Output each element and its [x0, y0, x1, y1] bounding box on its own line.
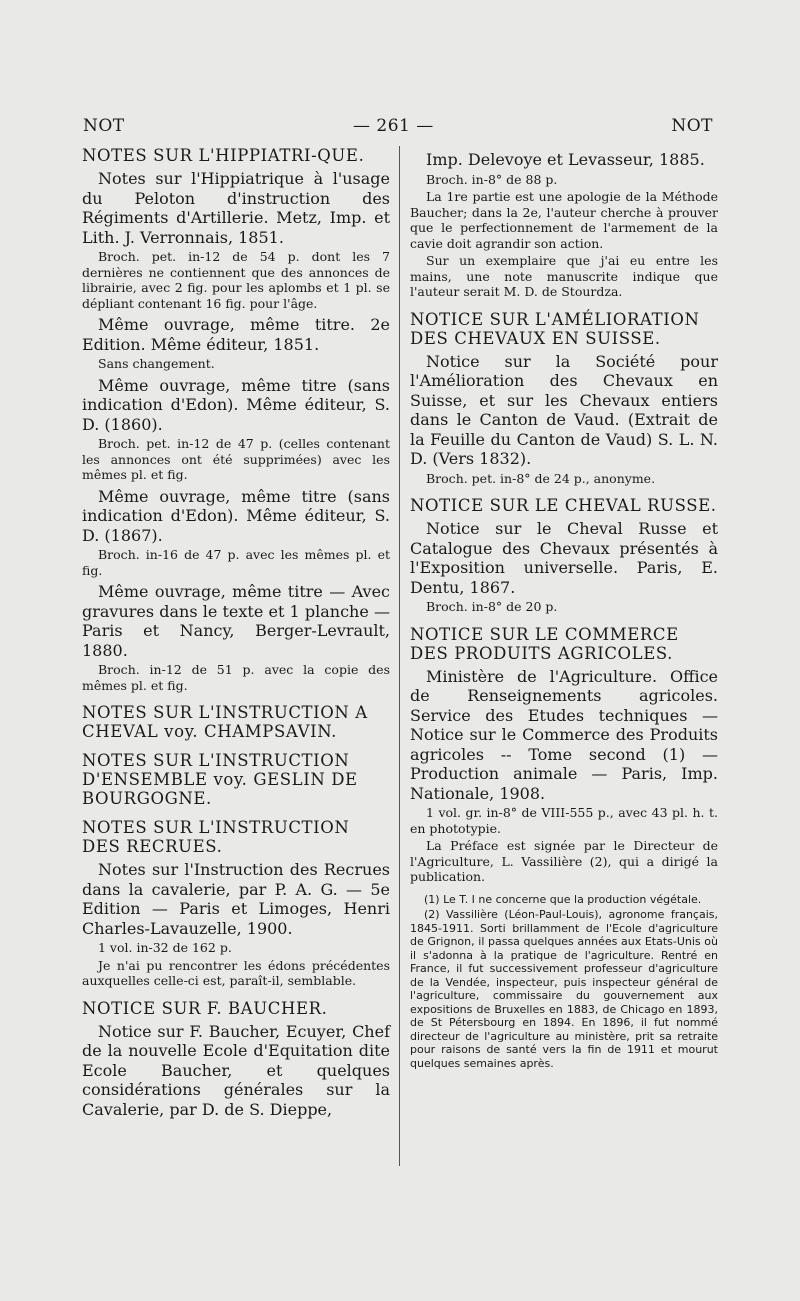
entry-text: Notice sur le Cheval Russe et Catalogue des Chevaux présentés à l'Exposition universelle. Paris, E. Dentu, 1867. — [410, 519, 718, 597]
left-column — [82, 146, 390, 1119]
entry-note: Sur un exemplaire que j'ai eu entre les mains, une note manuscrite indique que l'auteur serait M. D. de Stourdza. — [410, 253, 718, 299]
entry-text: Même ouvrage, même titre — Avec gravures dans le texte et 1 planche — Paris et Nancy, Berger-Levrault, 1880. — [82, 582, 390, 660]
entry-heading: NOTES SUR L'HIPPIATRI-QUE. — [82, 146, 365, 165]
header-right: NOT — [671, 116, 713, 136]
entry-note: Broch. in-16 de 47 p. avec les mêmes pl. et fig. — [82, 547, 390, 578]
entry-heading: NOTES SUR L'INSTRUCTION A CHEVAL voy. CHAMPSAVIN. — [82, 703, 368, 741]
entry-heading: NOTES SUR L'INSTRUCTION D'ENSEMBLE voy. GESLIN DE BOURGOGNE. — [82, 751, 358, 808]
entry-note: Sans changement. — [98, 356, 215, 371]
entry-heading: NOTES SUR L'INSTRUCTION DES RECRUES. — [82, 818, 350, 856]
entry-text: Notice sur la Société pour l'Amélioration des Chevaux en Suisse, et sur les Chevaux entiers dans le Canton de Vaud. (Extrait de la Feuille du Canton de Vaud) S. L. N. D. (Vers 1832). — [410, 351, 718, 468]
entry-note: Broch. in-8° de 20 p. — [426, 599, 558, 614]
entry-note: La 1re partie est une apologie de la Méthode Baucher; dans la 2e, l'auteur cherche à prouver que le perfectionnement de l'armement de la cavie doit agrandir son action. — [410, 189, 718, 251]
column-divider — [399, 146, 400, 1166]
entry-note: Broch. pet. in-12 de 47 p. (celles contenant les annonces ont été supprimées) avec les mêmes pl. et fig. — [82, 436, 390, 482]
entry-text: Même ouvrage, même titre. 2e Edition. Même éditeur, 1851. — [82, 315, 390, 354]
entry-note: La Préface est signée par le Directeur de l'Agriculture, L. Vassilière (2), qui a dirigé la publication. — [410, 838, 718, 884]
right-column — [410, 146, 718, 1070]
footnote: (2) Vassilière (Léon-Paul-Louis), agronome français, 1845-1911. Sorti brillamment de l'Ecole d'agriculture de Grignon, il passa quelques années aux Etats-Unis où il s'adonna à la pratique de l'agriculture. Rentré en France, il fut successivement professeur d'agriculture de la Vendée, inspecteur, puis inspecteur général de l'agriculture, commissaire du gouvernement aux expositions de Bruxelles en 1883, de Chicago en 1893, de St Pétersbourg en 1894. En 1896, il fut nommé directeur de l'agriculture au ministère, prit sa retraite pour raisons de santé vers la fin de 1911 et mourut quelques semaines après. — [410, 908, 718, 1070]
header-left: NOT — [83, 116, 125, 136]
entry-text: Notes sur l'Instruction des Recrues dans la cavalerie, par P. A. G. — 5e Edition — Paris et Limoges, Henri Charles-Lavauzelle, 1900. — [82, 860, 390, 938]
entry-note: 1 vol. gr. in-8° de VIII-555 p., avec 43 pl. h. t. en phototypie. — [410, 805, 718, 836]
entry-heading: NOTICE SUR F. BAUCHER. — [82, 998, 328, 1018]
entry-text: Ministère de l'Agriculture. Office de Renseignements agricoles. Service des Etudes techniques — Notice sur le Commerce des Produits agricoles -- Tome second (1) — Production animale — Paris, Imp. Nationale, 1908. — [410, 666, 718, 803]
entry-note: Je n'ai pu rencontrer les édons précédentes auxquelles celle-ci est, paraît-il, semblable. — [82, 957, 390, 988]
entry-heading: NOTICE SUR LE COMMERCE DES PRODUITS AGRICOLES. — [410, 624, 679, 663]
entry-note: Broch. in-8° de 88 p. — [426, 171, 558, 187]
footnote: (1) Le T. I ne concerne que la production végétale. — [424, 892, 702, 906]
entry-heading: NOTICE SUR LE CHEVAL RUSSE. — [410, 496, 717, 515]
entry-text: Même ouvrage, même titre (sans indication d'Edon). Même éditeur, S. D. (1860). — [82, 375, 390, 434]
entry-heading: NOTICE SUR L'AMÉLIORATION DES CHEVAUX EN SUISSE. — [410, 309, 700, 348]
entry-note: 1 vol. in-32 de 162 p. — [98, 940, 232, 955]
entry-note: Broch. pet. in-12 de 54 p. dont les 7 dernières ne contiennent que des annonces de librairie, avec 2 fig. pour les aplombs et 1 pl. se dépliant contenant 16 fig. pour l'âge. — [82, 249, 390, 311]
entry-note: Broch. in-12 de 51 p. avec la copie des mêmes pl. et fig. — [82, 662, 390, 693]
entry-text: Notice sur F. Baucher, Ecuyer, Chef de la nouvelle Ecole d'Equitation dite Ecole Baucher, et quelques considérations générales sur la Cavalerie, par D. de S. Dieppe, — [82, 1021, 390, 1119]
entry-text: Même ouvrage, même titre (sans indication d'Edon). Même éditeur, S. D. (1867). — [82, 486, 390, 545]
entry-text: Imp. Delevoye et Levasseur, 1885. — [426, 150, 705, 169]
entry-note: Broch. pet. in-8° de 24 p., anonyme. — [426, 470, 656, 486]
page-number: — 261 — — [353, 116, 434, 136]
entry-text: Notes sur l'Hippiatrique à l'usage du Peloton d'instruction des Régiments d'Artillerie. Metz, Imp. et Lith. J. Verronnais, 1851. — [82, 169, 390, 247]
